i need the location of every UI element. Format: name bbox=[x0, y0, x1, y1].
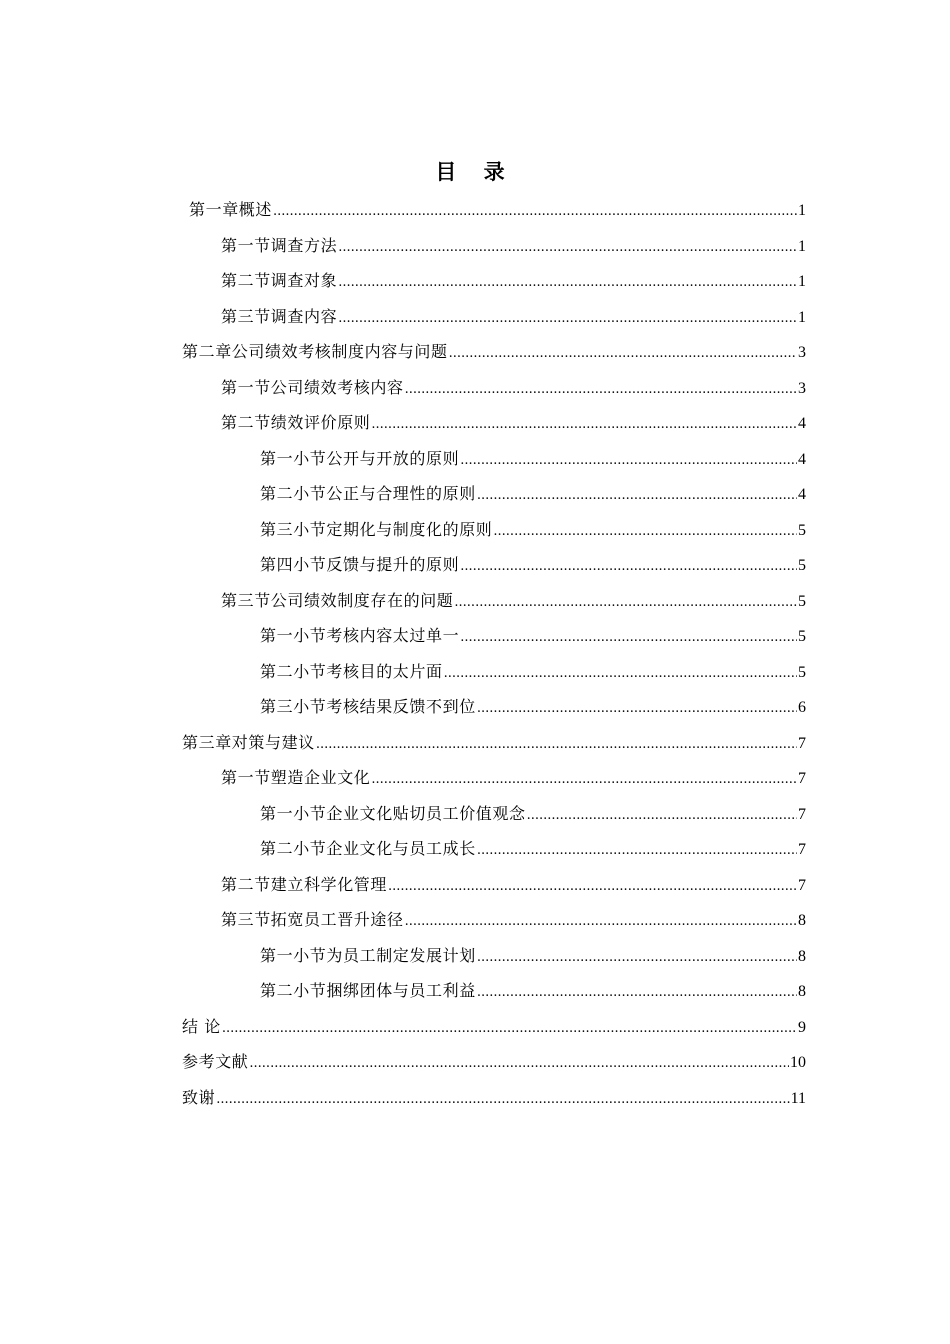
toc-dot-leader bbox=[338, 301, 797, 337]
toc-entry-label: 第一小节公开与开放的原则 bbox=[260, 448, 460, 468]
toc-entry-page-number: 8 bbox=[798, 947, 806, 965]
toc-entry-label: 第四小节反馈与提升的原则 bbox=[260, 555, 460, 574]
toc-entry[interactable] bbox=[182, 583, 806, 619]
toc-entry[interactable] bbox=[182, 902, 806, 938]
toc-entry[interactable] bbox=[182, 476, 806, 512]
toc-entry-page-number: 5 bbox=[798, 521, 806, 539]
toc-entry[interactable] bbox=[182, 1080, 806, 1116]
toc-dot-leader bbox=[371, 407, 797, 443]
toc-entry-page-number: 3 bbox=[798, 379, 806, 397]
toc-entry[interactable] bbox=[182, 512, 806, 548]
toc-dot-leader bbox=[493, 514, 797, 550]
toc-entry-page-number: 1 bbox=[798, 273, 806, 290]
toc-entry-label: 第二小节捆绑团体与员工利益 bbox=[260, 981, 476, 1000]
table-of-contents bbox=[182, 192, 806, 1115]
toc-entry[interactable] bbox=[182, 192, 806, 228]
toc-entry-page-number: 8 bbox=[798, 983, 806, 1000]
toc-dot-leader bbox=[338, 265, 797, 301]
toc-entry-page-number: 10 bbox=[790, 1054, 806, 1071]
toc-entry[interactable] bbox=[182, 228, 806, 264]
toc-entry-page-number: 11 bbox=[790, 1089, 806, 1107]
toc-entry-label: 第一节调查方法 bbox=[221, 235, 338, 255]
toc-dot-leader bbox=[477, 691, 797, 727]
toc-dot-leader bbox=[460, 620, 797, 656]
toc-entry-label: 第二节绩效评价原则 bbox=[221, 413, 371, 432]
toc-entry[interactable] bbox=[182, 973, 806, 1009]
toc-dot-leader bbox=[249, 1046, 789, 1082]
toc-dot-leader bbox=[460, 443, 797, 479]
toc-entry-label: 第三章对策与建议 bbox=[182, 732, 315, 752]
toc-entry-page-number: 8 bbox=[798, 912, 806, 929]
toc-dot-leader bbox=[222, 1011, 797, 1047]
toc-entry-page-number: 7 bbox=[798, 876, 806, 894]
toc-entry-page-number: 7 bbox=[798, 734, 806, 752]
toc-dot-leader bbox=[371, 762, 797, 798]
toc-entry[interactable] bbox=[182, 867, 806, 903]
toc-entry-label: 第一章概述 bbox=[189, 200, 273, 219]
toc-dot-leader bbox=[477, 833, 797, 869]
toc-entry-page-number: 1 bbox=[798, 308, 806, 326]
toc-entry-page-number: 1 bbox=[798, 202, 806, 219]
toc-entry[interactable] bbox=[182, 370, 806, 406]
toc-entry[interactable] bbox=[182, 760, 806, 796]
toc-entry-label: 第二小节企业文化与员工成长 bbox=[260, 839, 476, 858]
toc-entry-page-number: 5 bbox=[798, 663, 806, 681]
toc-entry[interactable] bbox=[182, 334, 806, 370]
toc-entry-label: 第一小节为员工制定发展计划 bbox=[260, 945, 476, 965]
toc-entry[interactable] bbox=[182, 831, 806, 867]
toc-entry-label: 第一小节企业文化贴切员工价值观念 bbox=[260, 803, 526, 823]
toc-entry-page-number: 4 bbox=[798, 450, 806, 468]
toc-entry-label: 第三节公司绩效制度存在的问题 bbox=[221, 590, 454, 610]
toc-entry-page-number: 3 bbox=[798, 344, 806, 361]
toc-entry[interactable] bbox=[182, 299, 806, 335]
toc-entry[interactable] bbox=[182, 654, 806, 690]
toc-entry-label: 第二小节公正与合理性的原则 bbox=[260, 484, 476, 503]
toc-entry-label: 第三节调查内容 bbox=[221, 306, 338, 326]
toc-entry-page-number: 7 bbox=[798, 770, 806, 787]
toc-entry[interactable] bbox=[182, 725, 806, 761]
toc-dot-leader bbox=[477, 975, 797, 1011]
toc-dot-leader bbox=[477, 940, 797, 976]
toc-entry-page-number: 4 bbox=[798, 486, 806, 503]
toc-entry[interactable] bbox=[182, 796, 806, 832]
toc-entry-page-number: 5 bbox=[798, 592, 806, 610]
toc-entry-label: 第一小节考核内容太过单一 bbox=[260, 626, 460, 645]
toc-dot-leader bbox=[454, 585, 797, 621]
toc-entry[interactable] bbox=[182, 1044, 806, 1080]
toc-dot-leader bbox=[444, 656, 797, 692]
toc-entry[interactable] bbox=[182, 263, 806, 299]
toc-entry-label: 第二节建立科学化管理 bbox=[221, 874, 388, 894]
toc-entry-page-number: 5 bbox=[798, 557, 806, 574]
toc-entry-page-number: 7 bbox=[798, 841, 806, 858]
toc-dot-leader bbox=[449, 336, 797, 372]
toc-dot-leader bbox=[460, 549, 797, 585]
toc-dot-leader bbox=[477, 478, 797, 514]
toc-dot-leader bbox=[388, 869, 797, 905]
toc-entry-label: 参考文献 bbox=[182, 1052, 249, 1071]
toc-entry-label: 第二小节考核目的太片面 bbox=[260, 661, 443, 681]
toc-entry[interactable] bbox=[182, 1009, 806, 1045]
toc-dot-leader bbox=[273, 194, 797, 230]
toc-entry-label: 第一节公司绩效考核内容 bbox=[221, 377, 404, 397]
toc-entry-label: 第三小节定期化与制度化的原则 bbox=[260, 519, 493, 539]
toc-entry-label: 第三节拓宽员工晋升途径 bbox=[221, 910, 404, 929]
toc-entry[interactable] bbox=[182, 689, 806, 725]
toc-title: 目 录 bbox=[435, 160, 515, 184]
toc-entry-label: 结 论 bbox=[182, 1016, 221, 1036]
toc-entry[interactable] bbox=[182, 405, 806, 441]
toc-entry[interactable] bbox=[182, 938, 806, 974]
toc-dot-leader bbox=[405, 372, 797, 408]
toc-entry-page-number: 5 bbox=[798, 628, 806, 645]
toc-entry-label: 第三小节考核结果反馈不到位 bbox=[260, 697, 476, 716]
toc-dot-leader bbox=[316, 727, 797, 763]
toc-entry[interactable] bbox=[182, 618, 806, 654]
toc-dot-leader bbox=[216, 1082, 789, 1118]
toc-entry-page-number: 7 bbox=[798, 805, 806, 823]
toc-entry-label: 第二节调查对象 bbox=[221, 271, 338, 290]
toc-entry[interactable] bbox=[182, 441, 806, 477]
toc-entry[interactable] bbox=[182, 547, 806, 583]
toc-entry-page-number: 6 bbox=[798, 699, 806, 716]
toc-dot-leader bbox=[527, 798, 797, 834]
toc-dot-leader bbox=[405, 904, 797, 940]
toc-entry-page-number: 4 bbox=[798, 415, 806, 432]
toc-entry-page-number: 1 bbox=[798, 237, 806, 255]
toc-entry-label: 致谢 bbox=[182, 1087, 216, 1107]
toc-entry-page-number: 9 bbox=[798, 1018, 806, 1036]
toc-dot-leader bbox=[338, 230, 797, 266]
toc-entry-label: 第一节塑造企业文化 bbox=[221, 768, 371, 787]
toc-entry-label: 第二章公司绩效考核制度内容与问题 bbox=[182, 342, 448, 361]
